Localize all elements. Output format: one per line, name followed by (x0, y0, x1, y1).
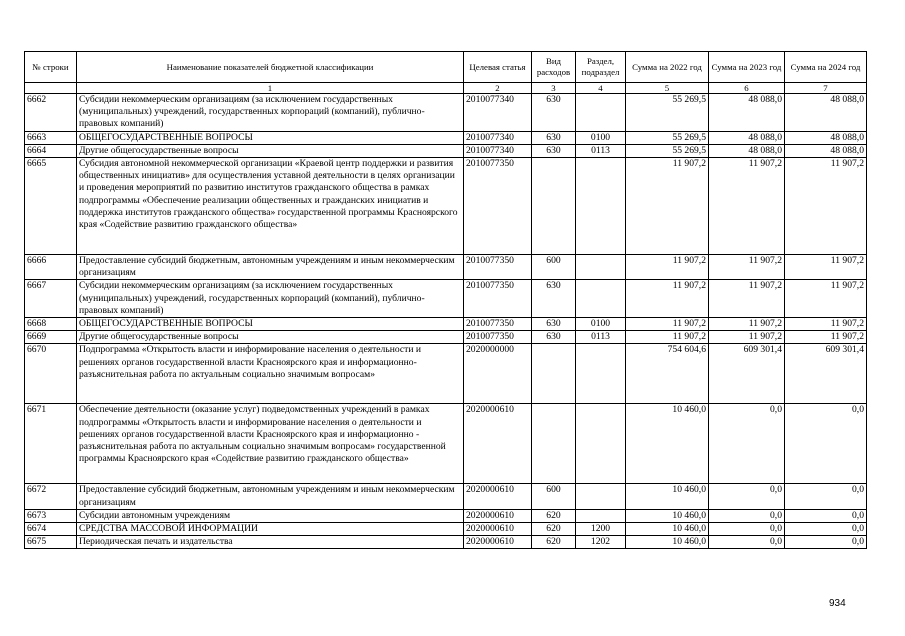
target-article-cell: 2010077350 (464, 280, 532, 318)
sum-2022-cell: 10 460,0 (626, 509, 709, 522)
sum-2024-cell: 0,0 (785, 536, 867, 549)
indicator-name-cell: Субсидии некоммерческим организациям (за исключением государственных (муниципальных) учреждений, государственных корпораций (компаний), публично-правовых компаний) (77, 280, 464, 318)
expense-type-cell: 630 (532, 131, 576, 144)
column-number: 7 (785, 83, 867, 94)
column-number (25, 83, 77, 94)
row-number-cell: 6672 (25, 484, 77, 509)
sum-2023-cell: 609 301,4 (709, 344, 785, 404)
target-article-cell: 2020000610 (464, 484, 532, 509)
sum-2023-cell: 48 088,0 (709, 131, 785, 144)
sum-2023-cell: 11 907,2 (709, 318, 785, 331)
target-article-cell: 2010077350 (464, 331, 532, 344)
table-row (25, 344, 867, 404)
section-cell: 0113 (576, 331, 626, 344)
indicator-name-cell: Подпрограмма «Открытость власти и информирование населения о деятельности и решениях органов государственной власти Красноярского края и информационно-разъяснительная работа по актуальным социально значимым вопросам» (77, 344, 464, 404)
sum-2022-cell: 10 460,0 (626, 523, 709, 536)
table-row (25, 318, 867, 331)
section-cell: 1202 (576, 536, 626, 549)
row-number-cell: 6667 (25, 280, 77, 318)
budget-table (24, 51, 867, 549)
sum-2022-cell: 10 460,0 (626, 484, 709, 509)
expense-type-cell: 630 (532, 144, 576, 157)
table-row (25, 158, 867, 255)
sum-2024-cell: 0,0 (785, 509, 867, 522)
section-cell (576, 484, 626, 509)
sum-2023-cell: 11 907,2 (709, 280, 785, 318)
sum-2023-cell: 11 907,2 (709, 255, 785, 280)
section-cell (576, 344, 626, 404)
expense-type-cell (532, 344, 576, 404)
table-row (25, 331, 867, 344)
sum-2024-cell: 0,0 (785, 523, 867, 536)
sum-2022-cell: 754 604,6 (626, 344, 709, 404)
row-number-cell: 6674 (25, 523, 77, 536)
header-sum-2023: Сумма на 2023 год (709, 52, 785, 83)
table-row (25, 131, 867, 144)
sum-2022-cell: 10 460,0 (626, 404, 709, 484)
column-number-row (25, 83, 867, 94)
row-number-cell: 6663 (25, 131, 77, 144)
header-name: Наименование показателей бюджетной классификации (77, 52, 464, 83)
header-sum-2022: Сумма на 2022 год (626, 52, 709, 83)
table-row (25, 404, 867, 484)
expense-type-cell: 630 (532, 280, 576, 318)
table-row (25, 94, 867, 132)
expense-type-cell: 620 (532, 523, 576, 536)
indicator-name-cell: ОБЩЕГОСУДАРСТВЕННЫЕ ВОПРОСЫ (77, 318, 464, 331)
sum-2022-cell: 55 269,5 (626, 144, 709, 157)
target-article-cell: 2010077350 (464, 255, 532, 280)
sum-2023-cell: 0,0 (709, 404, 785, 484)
column-number: 2 (464, 83, 532, 94)
row-number-cell: 6664 (25, 144, 77, 157)
sum-2023-cell: 0,0 (709, 484, 785, 509)
row-number-cell: 6670 (25, 344, 77, 404)
sum-2023-cell: 48 088,0 (709, 144, 785, 157)
expense-type-cell (532, 404, 576, 484)
page-number: 934 (829, 598, 846, 609)
sum-2022-cell: 11 907,2 (626, 331, 709, 344)
row-number-cell: 6666 (25, 255, 77, 280)
sum-2024-cell: 0,0 (785, 404, 867, 484)
table-row (25, 280, 867, 318)
expense-type-cell: 620 (532, 536, 576, 549)
row-number-cell: 6671 (25, 404, 77, 484)
target-article-cell: 2020000610 (464, 404, 532, 484)
indicator-name-cell: Субсидия автономной некоммерческой организации «Краевой центр поддержки и развития общественных инициатив» для осуществления уставной деятельности в целях организации и проведения мероприятий по развитию институтов гражданского общества в рамках подпрограммы «Обеспечение реализации общественных и гражданских инициатив и поддержка институтов гражданского общества» государственной программы Красноярского края «Содействие развитию гражданского общества» (77, 158, 464, 255)
section-cell (576, 280, 626, 318)
header-row-number: № строки (25, 52, 77, 83)
section-cell (576, 158, 626, 255)
sum-2022-cell: 11 907,2 (626, 158, 709, 255)
header-target-article: Целевая статья (464, 52, 532, 83)
section-cell: 0100 (576, 318, 626, 331)
table-row (25, 536, 867, 549)
expense-type-cell (532, 158, 576, 255)
indicator-name-cell: Обеспечение деятельности (оказание услуг) подведомственных учреждений в рамках подпрограммы «Открытость власти и информирование населения о деятельности и решениях органов государственной власти Красноярского края и информационно - разъяснительная работа по актуальным социально значимым вопросам» государственной программы Красноярского края «Содействие развитию гражданского общества» (77, 404, 464, 484)
section-cell: 0100 (576, 131, 626, 144)
section-cell: 1200 (576, 523, 626, 536)
target-article-cell: 2020000610 (464, 536, 532, 549)
sum-2023-cell: 11 907,2 (709, 158, 785, 255)
table-row (25, 255, 867, 280)
section-cell (576, 509, 626, 522)
table-row (25, 144, 867, 157)
sum-2023-cell: 11 907,2 (709, 331, 785, 344)
indicator-name-cell: ОБЩЕГОСУДАРСТВЕННЫЕ ВОПРОСЫ (77, 131, 464, 144)
row-number-cell: 6675 (25, 536, 77, 549)
section-cell (576, 255, 626, 280)
sum-2024-cell: 609 301,4 (785, 344, 867, 404)
indicator-name-cell: Другие общегосударственные вопросы (77, 331, 464, 344)
indicator-name-cell: Периодическая печать и издательства (77, 536, 464, 549)
sum-2024-cell: 0,0 (785, 484, 867, 509)
column-number: 1 (77, 83, 464, 94)
sum-2024-cell: 48 088,0 (785, 94, 867, 132)
expense-type-cell: 600 (532, 484, 576, 509)
expense-type-cell: 620 (532, 509, 576, 522)
sum-2024-cell: 11 907,2 (785, 158, 867, 255)
target-article-cell: 2020000610 (464, 509, 532, 522)
row-number-cell: 6662 (25, 94, 77, 132)
indicator-name-cell: Другие общегосударственные вопросы (77, 144, 464, 157)
sum-2024-cell: 11 907,2 (785, 331, 867, 344)
section-cell: 0113 (576, 144, 626, 157)
indicator-name-cell: Субсидии автономным учреждениям (77, 509, 464, 522)
column-number: 4 (576, 83, 626, 94)
column-number: 3 (532, 83, 576, 94)
sum-2022-cell: 11 907,2 (626, 318, 709, 331)
column-number: 6 (709, 83, 785, 94)
indicator-name-cell: Предоставление субсидий бюджетным, автономным учреждениям и иным некоммерческим организациям (77, 255, 464, 280)
target-article-cell: 2020000000 (464, 344, 532, 404)
column-number: 5 (626, 83, 709, 94)
sum-2024-cell: 11 907,2 (785, 255, 867, 280)
expense-type-cell: 630 (532, 331, 576, 344)
row-number-cell: 6673 (25, 509, 77, 522)
section-cell (576, 404, 626, 484)
target-article-cell: 2010077340 (464, 94, 532, 132)
sum-2023-cell: 0,0 (709, 509, 785, 522)
table-row (25, 509, 867, 522)
header-row (25, 52, 867, 83)
header-expense-type: Вид расходов (532, 52, 576, 83)
table-row (25, 523, 867, 536)
expense-type-cell: 630 (532, 318, 576, 331)
target-article-cell: 2010077340 (464, 131, 532, 144)
expense-type-cell: 600 (532, 255, 576, 280)
sum-2023-cell: 0,0 (709, 536, 785, 549)
target-article-cell: 2010077350 (464, 158, 532, 255)
sum-2024-cell: 11 907,2 (785, 318, 867, 331)
sum-2024-cell: 48 088,0 (785, 131, 867, 144)
target-article-cell: 2010077340 (464, 144, 532, 157)
row-number-cell: 6665 (25, 158, 77, 255)
sum-2022-cell: 11 907,2 (626, 280, 709, 318)
sum-2024-cell: 11 907,2 (785, 280, 867, 318)
table-row (25, 484, 867, 509)
sum-2022-cell: 11 907,2 (626, 255, 709, 280)
indicator-name-cell: СРЕДСТВА МАССОВОЙ ИНФОРМАЦИИ (77, 523, 464, 536)
sum-2022-cell: 55 269,5 (626, 131, 709, 144)
header-sum-2024: Сумма на 2024 год (785, 52, 867, 83)
indicator-name-cell: Субсидии некоммерческим организациям (за исключением государственных (муниципальных) учреждений, государственных корпораций (компаний), публично-правовых компаний) (77, 94, 464, 132)
sum-2022-cell: 55 269,5 (626, 94, 709, 132)
target-article-cell: 2010077350 (464, 318, 532, 331)
section-cell (576, 94, 626, 132)
expense-type-cell: 630 (532, 94, 576, 132)
indicator-name-cell: Предоставление субсидий бюджетным, автономным учреждениям и иным некоммерческим организациям (77, 484, 464, 509)
header-section: Раздел, подраздел (576, 52, 626, 83)
sum-2023-cell: 48 088,0 (709, 94, 785, 132)
sum-2023-cell: 0,0 (709, 523, 785, 536)
sum-2022-cell: 10 460,0 (626, 536, 709, 549)
row-number-cell: 6669 (25, 331, 77, 344)
target-article-cell: 2020000610 (464, 523, 532, 536)
sum-2024-cell: 48 088,0 (785, 144, 867, 157)
row-number-cell: 6668 (25, 318, 77, 331)
